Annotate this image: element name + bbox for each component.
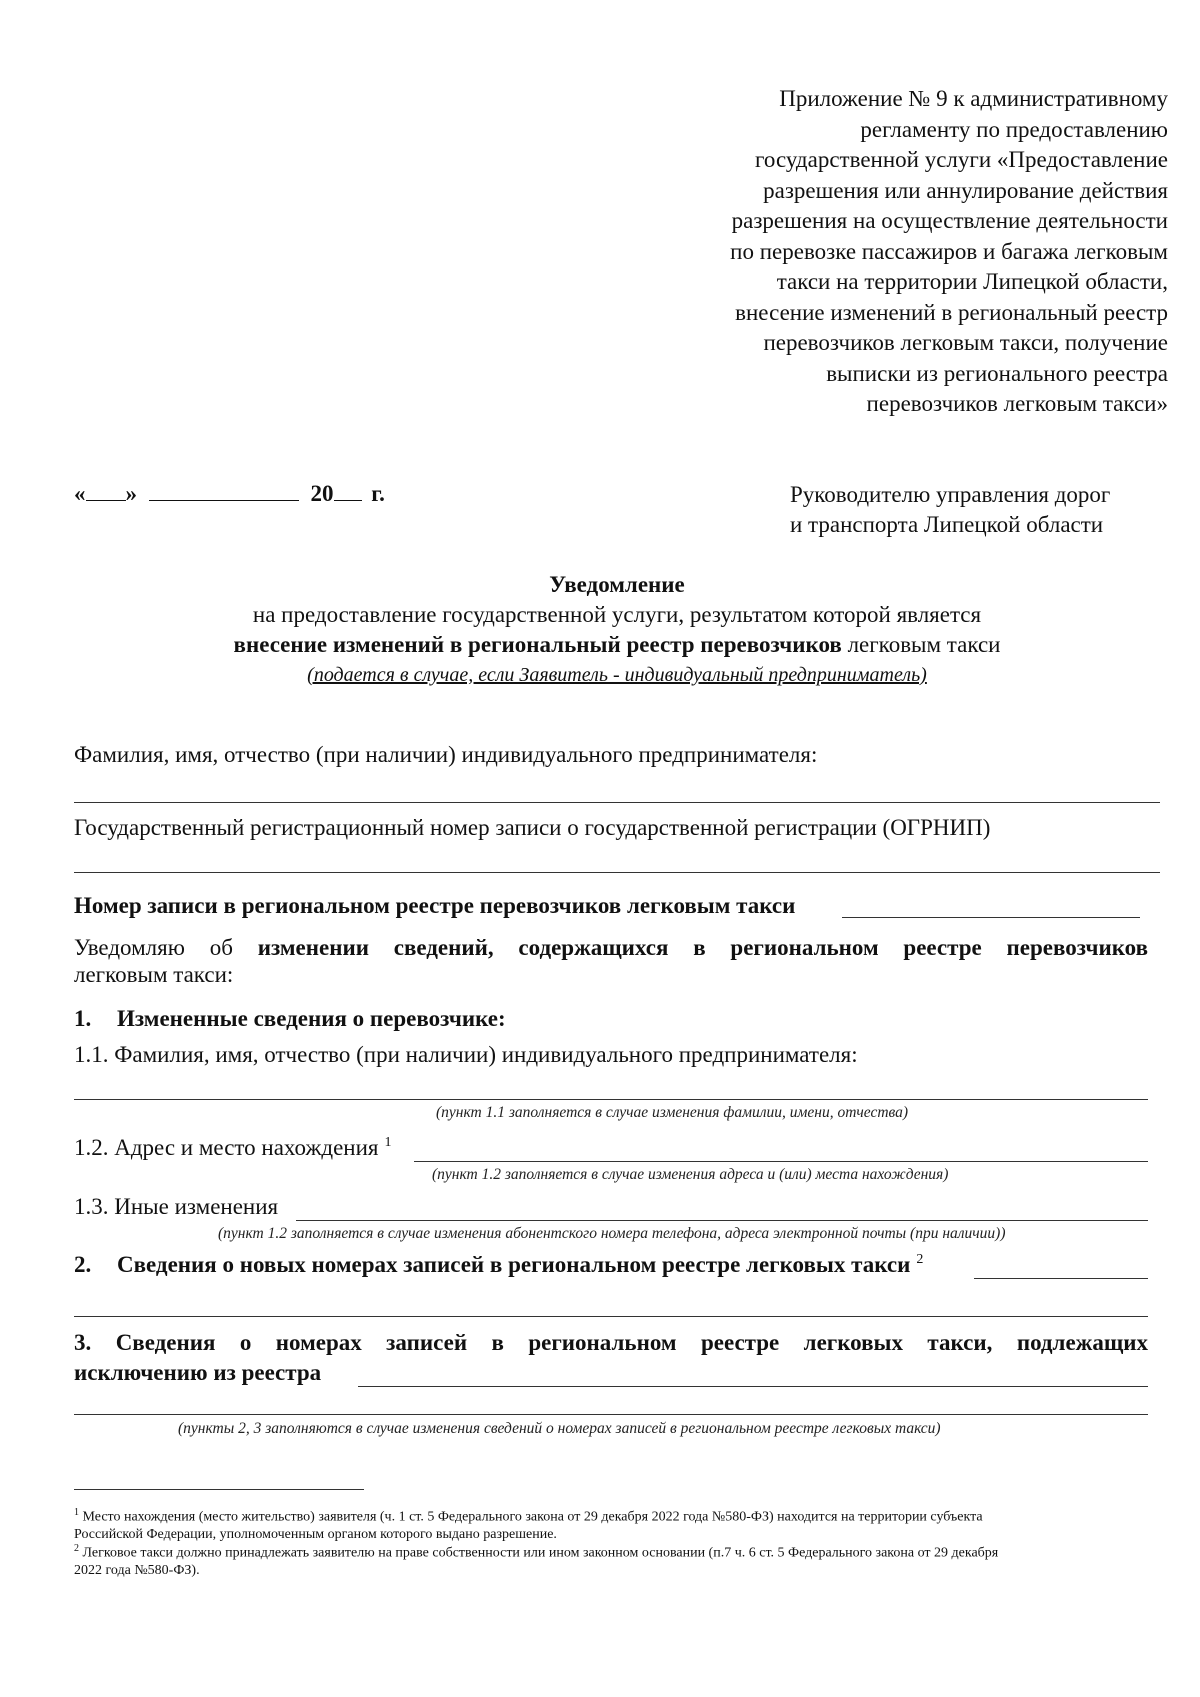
header-line: выписки из регионального реестра xyxy=(826,360,1168,386)
footnote-2-text-cont: 2022 года №580-ФЗ). xyxy=(74,1562,200,1578)
date-line xyxy=(74,480,385,507)
item-1-3-input-line[interactable] xyxy=(296,1220,1148,1221)
record-number-label: Номер записи в региональном реестре перевозчиков легковым такси xyxy=(74,893,796,918)
title-bold-part: внесение изменений в региональный реестр перевозчиков xyxy=(233,632,842,657)
document-title xyxy=(74,570,1160,690)
item-1-1-hint: (пункт 1.1 заполняется в случае изменения фамилии, имени, отчества) xyxy=(436,1104,909,1121)
item-1-2-text: 1.2. Адрес и место нахождения xyxy=(74,1135,379,1160)
footnote-separator xyxy=(74,1489,364,1490)
addressee-line: Руководителю управления дорог xyxy=(790,482,1111,507)
year-blank[interactable] xyxy=(334,480,362,501)
section3-hint: (пункты 2, 3 заполняются в случае изменения сведений о номерах записей в региональном реестре легковых такси) xyxy=(178,1420,941,1437)
notify-paragraph-line1 xyxy=(74,935,1148,961)
notify-word: Уведомляю xyxy=(74,935,185,960)
header-line: Приложение № 9 к административному xyxy=(779,86,1168,111)
fio-input-line[interactable] xyxy=(74,802,1160,803)
section2-input-line-short[interactable] xyxy=(974,1278,1148,1279)
item-1-2-hint: (пункт 1.2 заполняется в случае изменения адреса и (или) места нахождения) xyxy=(432,1166,949,1183)
addressee xyxy=(790,480,1110,540)
section1-title: Измененные сведения о перевозчике: xyxy=(117,1006,506,1031)
item-1-1-label: 1.1. Фамилия, имя, отчество (при наличии) индивидуального предпринимателя: xyxy=(74,1042,858,1067)
section3-line1 xyxy=(74,1330,1148,1356)
appendix-header xyxy=(600,84,1168,420)
item-1-1-input-line[interactable] xyxy=(74,1099,1148,1100)
footnote-2-mark: 2 xyxy=(74,1543,79,1554)
item-1-3-hint: (пункт 1.2 заполняется в случае изменения абонентского номера телефона, адреса электронной почты (при наличии)) xyxy=(218,1225,1006,1242)
footnote-1-text: Место нахождения (место жительство) заявителя (ч. 1 ст. 5 Федерального закона от 29 декабря 2022 года №580-ФЗ) находится на территории субъекта xyxy=(79,1509,983,1525)
header-line: по перевозке пассажиров и багажа легковым xyxy=(730,238,1168,264)
title-line xyxy=(74,630,1160,660)
header-line: разрешения на осуществление деятельности xyxy=(731,208,1168,233)
section3-number: 3. xyxy=(74,1330,92,1355)
footnote-2-text: Легковое такси должно принадлежать заявителю на праве собственности или ином законном основании (п.7 ч. 6 ст. 5 Федерального закона от 29 декабря xyxy=(79,1545,999,1561)
notify-paragraph-line2: легковым такси: xyxy=(74,962,234,987)
item-1-2-label xyxy=(74,1135,391,1161)
header-line: внесение изменений в региональный реестр xyxy=(735,299,1168,325)
record-number-input-line[interactable] xyxy=(842,917,1140,918)
section1-heading xyxy=(74,1006,506,1032)
notify-bold-text: изменении сведений, содержащихся в региональном реестре перевозчиков xyxy=(257,935,1149,960)
open-quote: « xyxy=(74,481,86,506)
year-prefix: 20 xyxy=(310,481,334,506)
item-1-3-label: 1.3. Иные изменения xyxy=(74,1194,279,1219)
ogrnip-input-line[interactable] xyxy=(74,872,1160,873)
footnote-2 xyxy=(74,1540,1164,1579)
section3-text: Сведения о номерах записей в региональном реестре легковых такси, подлежащих xyxy=(115,1330,1148,1355)
title-line: на предоставление государственной услуги, результатом которой является xyxy=(252,602,982,627)
footnote-1-text-cont: Российской Федерации, уполномоченным органом которого выдано разрешение. xyxy=(74,1526,557,1542)
footnote-ref-2: 2 xyxy=(916,1252,924,1268)
month-blank[interactable] xyxy=(149,480,299,501)
section2-heading xyxy=(74,1252,923,1278)
footnote-1 xyxy=(74,1504,1164,1543)
section3-input-line-short[interactable] xyxy=(358,1386,1148,1387)
day-blank[interactable] xyxy=(86,480,126,501)
section2-title: Сведения о новых номерах записей в региональном реестре легковых такси xyxy=(117,1252,911,1277)
fio-label: Фамилия, имя, отчество (при наличии) индивидуального предпринимателя: xyxy=(74,742,818,767)
title-heading: Уведомление xyxy=(549,572,685,597)
item-1-2-input-line[interactable] xyxy=(414,1161,1148,1162)
header-line: перевозчиков легковым такси, получение xyxy=(763,330,1168,355)
section2-number: 2. xyxy=(74,1252,92,1277)
footnote-1-mark: 1 xyxy=(74,1507,79,1518)
header-line: такси на территории Липецкой области, xyxy=(776,269,1168,294)
addressee-line: и транспорта Липецкой области xyxy=(790,512,1104,537)
ogrnip-label: Государственный регистрационный номер записи о государственной регистрации (ОГРНИП) xyxy=(74,815,991,840)
header-line: регламенту по предоставлению xyxy=(860,116,1168,142)
section1-number: 1. xyxy=(74,1006,92,1031)
header-line: государственной услуги «Предоставление xyxy=(755,147,1168,172)
notify-word: об xyxy=(209,935,233,960)
section3-line2: исключению из реестра xyxy=(74,1360,322,1385)
title-condition: (подается в случае, если Заявитель - индивидуальный предприниматель) xyxy=(307,664,927,686)
header-line: перевозчиков легковым такси» xyxy=(866,391,1168,416)
close-quote: » xyxy=(125,481,137,506)
section2-input-line[interactable] xyxy=(74,1316,1148,1317)
year-suffix: г. xyxy=(371,481,385,506)
footnote-ref-1: 1 xyxy=(384,1135,392,1151)
header-line: разрешения или аннулирование действия xyxy=(763,177,1168,203)
title-normal-part: легковым такси xyxy=(841,632,1001,657)
section3-input-line[interactable] xyxy=(74,1414,1148,1415)
